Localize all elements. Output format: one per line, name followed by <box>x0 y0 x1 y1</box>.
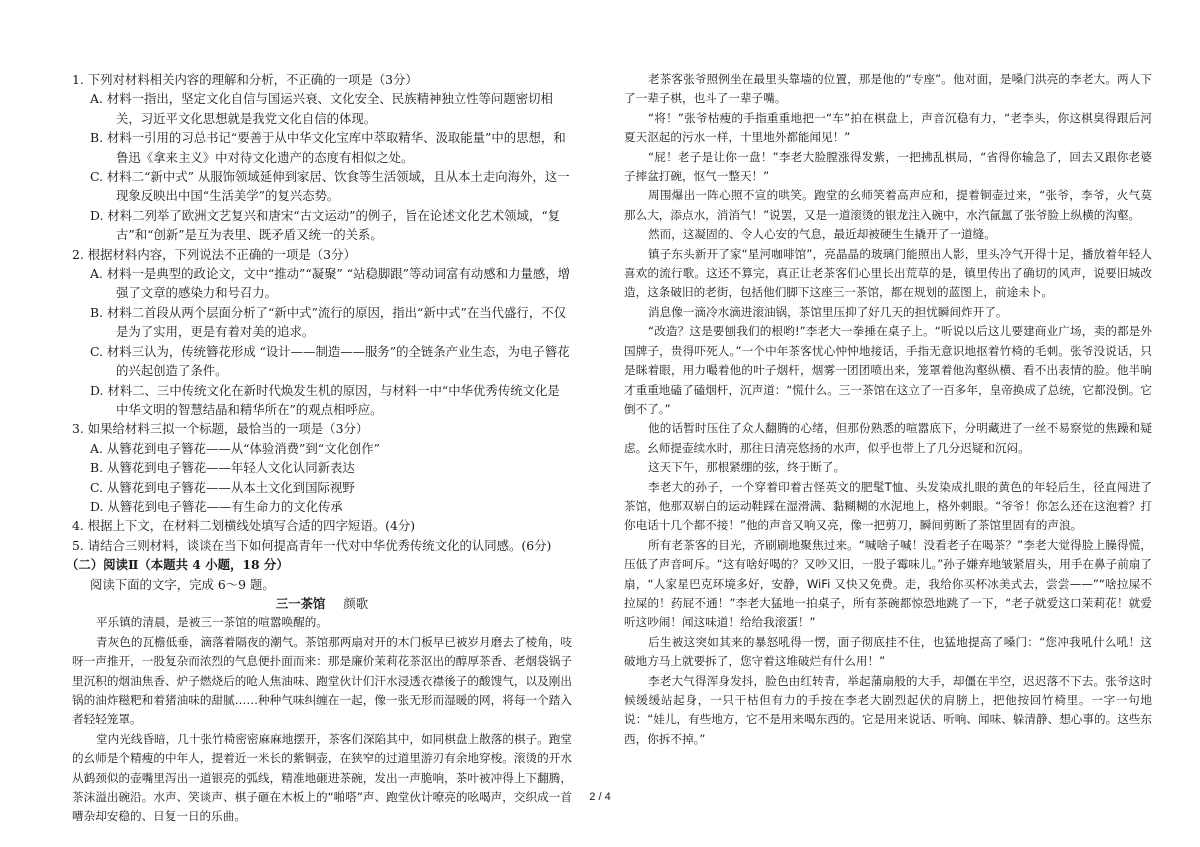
question-stem: 4. 根据上下文，在材料二划横线处填写合适的四字短语。(4分) <box>72 518 416 534</box>
story-paragraph: 平乐镇的清晨，是被三一茶馆的喧嚣唤醒的。 <box>96 615 328 630</box>
question-option: A. 材料一是典型的政论文，文中“推动”“凝聚” “站稳脚跟”等动词富有动感和力量感，增强了文章的感染力和号召力。 <box>90 266 571 301</box>
question-option: D. 材料二列举了欧洲文艺复兴和唐宋“古文运动”的例子，旨在论述文化艺术领域，“复古”和“创新”是互为表里、既矛盾又统一的关系。 <box>90 207 561 243</box>
question-list <box>72 70 572 555</box>
question-option: B. 材料二首段从两个层面分析了“新中式”流行的原因，指出“新中式”在当代盛行，不仅是为了实用，更是有着对美的追求。 <box>90 304 566 340</box>
story-paragraph: 周围爆出一阵心照不宣的哄笑。跑堂的幺师笑着高声应和，提着铜壶过来，“张爷，李爷，火气莫那么大，添点水，消消气！”说罢，又是一道滚烫的银龙注入碗中，水汽氤氲了张爷脸上纵横的沟壑。 <box>624 188 1152 222</box>
story-paragraph: 镇子东头新开了家“星河咖啡馆”，亮晶晶的玻璃门能照出人影，里头冷气开得十足，播放着年轻人喜欢的流行歌。这还不算完，真正让老茶客们心里长出荒草的是，镇里传出了确切的风声，说要旧城改造，这条破旧的老街，包括他们脚下这座三一茶馆，都在规划的蓝图上，前途未卜。 <box>624 246 1152 300</box>
question-option: B. 材料一引用的习总书记“要善于从中华文化宝库中萃取精华、汲取能量”中的思想，和鲁迅《拿来主义》中对待文化遗产的态度有相似之处。 <box>90 130 566 165</box>
question-stem: 1. 下列对材料相关内容的理解和分析，不正确的一项是（3分） <box>72 72 418 87</box>
question-stem: 2. 根据材料内容，下列说法不正确的一项是（3分） <box>72 246 356 262</box>
story-paragraph: “屁！老子是让你一盘！”李老大脸膛涨得发紫，一把拂乱棋局，“省得你输急了，回去又跟你老婆子摔盆打碗，怄气一整天！” <box>624 149 1152 184</box>
story-paragraph: “将！”张爷枯瘦的手指重重地把一“车”拍在棋盘上，声音沉稳有力，“老李头，你这棋臭得跟后河夏天沤起的污水一样，十里地外都能闻见！” <box>624 110 1152 145</box>
question-stem: 3. 如果给材料三拟一个标题，最恰当的一项是（3分） <box>72 421 369 437</box>
story-paragraph: 堂内光线昏暗，几十张竹椅密密麻麻地摆开，茶客们深陷其中，如同棋盘上散落的棋子。跑堂的幺师是个精瘦的中年人，提着近一米长的紫铜壶，在狭窄的过道里游刃有余地穿梭。滚烫的开水从鹤颈似的壶嘴里泻出一道银亮的弧线，精准地砸进茶碗，发出一声脆响，茶叶被冲得上下翻腾，茶沫溢出碗沿。水声、笑谈声、棋子砸在木板上的“啪嗒”声、跑堂伙计嘹亮的吆喝声，交织成一首嘈杂却安稳的、日复一日的乐曲。 <box>72 731 572 824</box>
story-paragraph: 后生被这突如其来的暴怒吼得一愣，面子彻底挂不住，也猛地提高了嗓门：“您冲我吼什么吼！这破地方马上就要拆了，您守着这堆破烂有什么用！” <box>624 634 1152 669</box>
section-heading: （二）阅读Ⅱ（本题共 4 小题，18 分） <box>66 557 289 573</box>
story-title: 三一茶馆 <box>275 595 326 611</box>
story-paragraph: 他的话暂时压住了众人翻腾的心绪，但那份熟悉的喧嚣底下，分明藏进了一丝不易察觉的焦躁和疑虑。幺师提壶续水时，那往日清亮悠扬的水声，似乎也带上了几分迟疑和沉闷。 <box>624 421 1152 455</box>
story-paragraph: 李老大气得浑身发抖，脸色由红转青，举起蒲扇般的大手，却僵在半空，迟迟落不下去。张爷这时候缓缓站起身，一只干枯但有力的手按在李老大剧烈起伏的肩膀上，把他按回竹椅里。一字一句地说：“娃儿，有些地方，它不是用来喝东西的。它是用来说话、听响、闻味、躲清静、想心事的。这些东西，你拆不掉。” <box>624 673 1152 746</box>
story-heading <box>72 594 572 613</box>
story-paragraph: “改造？这是要刨我们的根哟!”李老大一拳捶在桌子上。“听说以后这儿要建商业广场，卖的都是外国牌子，贵得吓死人。”一个中年茶客忧心忡忡地接话，手指无意识地抠着竹椅的毛刺。张爷没说话，只是眯着眼，用力嘬着他的叶子烟杆，烟雾一团团喷出来，笼罩着他沟壑纵横、看不出表情的脸。他半晌才重重地磕了磕烟杆，沉声道：“慌什么。三一茶馆在这立了一百多年，皇帝换成了总统，它都没倒。它倒不了。” <box>624 324 1152 416</box>
question-option: D. 从簪花到电子簪花——有生命力的文化传承 <box>90 498 343 514</box>
question-option: C. 材料二“新中式” 从服饰领域延伸到家居、饮食等生活领域，且从本土走向海外，这一现象反映出中国“生活美学”的复兴态势。 <box>90 169 570 204</box>
right-column <box>624 70 1152 749</box>
page-number: 2 / 4 <box>589 791 611 803</box>
story-paragraph: 青灰色的瓦檐低垂，滴落着隔夜的潮气。茶馆那两扇对开的木门板早已被岁月磨去了棱角，吱呀一声推开，一股复杂而浓烈的气息便扑面而来：那是廉价茉莉花茶沤出的醇厚茶香、老烟袋锅子里沉积的烟油焦香、炉子燃烧后的呛人焦油味、跑堂伙计们汗水浸透衣襟後子的酸馊气，以及刚出锅的油炸糍粑和着猪油味的甜腻……种种气味纠缠在一起，像一张无形而湿暖的网，将每一个踏入者轻轻笼罩。 <box>72 634 572 727</box>
question-option: C. 从簪花到电子簪花——从本土文化到国际视野 <box>90 479 355 495</box>
question-option: A. 材料一指出，坚定文化自信与国运兴衰、文化安全、民族精神独立性等问题密切相关，习近平文化思想就是我党文化自信的体现。 <box>90 91 553 126</box>
story-author: 颜歌 <box>343 595 369 611</box>
story-paragraph: 老茶客张爷照例坐在最里头靠墙的位置，那是他的“专座”。他对面，是嗓门洪亮的李老大。两人下了一辈子棋，也斗了一辈子嘴。 <box>624 72 1152 106</box>
question-option: B. 从簪花到电子簪花——年轻人文化认同新表达 <box>90 460 355 476</box>
question-option: A. 从簪花到电子簪花——从“体验消费”到“文化创作” <box>90 440 380 456</box>
question-stem: 5. 请结合三则材料，谈谈在当下如何提高青年一代对中华优秀传统文化的认同感。(6分) <box>72 537 552 553</box>
story-paragraph: 所有老茶客的目光，齐刷刷地聚焦过来。“喊啥子喊！没看老子在喝茶？”李老大觉得脸上臊得慌，压低了声音呵斥。“这有啥好喝的？又吵又旧，一股子霉味儿。”孙子嫌弃地皱紧眉头，用手在鼻子前扇了扇，“人家星巴克环境多好，安静，WiFi 又快又免费。走，我给你买杯冰美式去，尝尝——”“啥拉屎不拉屎的！药屁不通！”李老大猛地一拍桌子，所有茶碗都惊恐地跳了一下，“老子就爱这口茉莉花！就爱听这吵闹！闻这味道！给给我滚蛋！” <box>624 537 1152 630</box>
story-paragraph: 消息像一滴冷水滴进滚油锅，茶馆里压抑了好几天的担忧瞬间炸开了。 <box>648 304 1008 319</box>
reading-instruction: 阅读下面的文字，完成 6～9 题。 <box>90 576 275 592</box>
story-paragraph: 这天下午，那根紧绷的弦，终于断了。 <box>648 460 846 475</box>
question-option: C. 材料三认为，传统簪花形成 “设计——制造——服务”的全链条产业生态，为电子簪花的兴起创造了条件。 <box>90 343 570 379</box>
question-option: D. 材料二、三中传统文化在新时代焕发生机的原因，与材料一中“中华优秀传统文化是中华文明的智慧结晶和精华所在”的观点相呼应。 <box>90 382 560 417</box>
story-paragraph: 李老大的孙子，一个穿着印着古怪英文的肥髦T恤、头发染成扎眼的黄色的年轻后生，径直闯进了茶馆，他那双崭白的运动鞋踩在湿滑满、黏糊糊的水泥地上，格外刺眼。“爷爷！你怎么还在这泡着？打你电话十几个都不接！”他的声音又响又亮，像一把剪刀，瞬间剪断了茶馆里固有的声浪。 <box>624 479 1152 533</box>
story-text-right <box>624 70 1152 749</box>
left-column <box>66 70 572 827</box>
story-paragraph: 然而，这凝固的、令人心安的气息，最近却被硬生生撬开了一道缝。 <box>648 227 996 242</box>
